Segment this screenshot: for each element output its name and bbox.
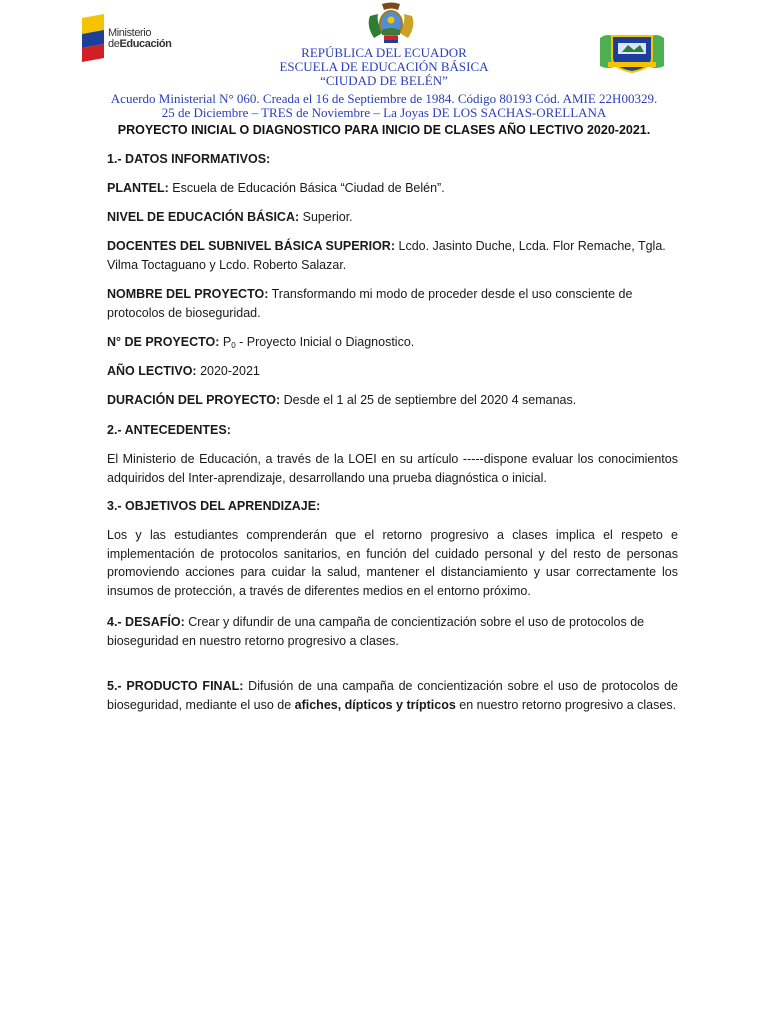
producto-value-b: en nuestro retorno progresivo a clases.	[455, 697, 677, 712]
field-numero-prefix: P	[219, 335, 232, 349]
ministry-logo-line2-prefix: de	[108, 38, 120, 50]
field-plantel-label: PLANTEL:	[107, 181, 169, 195]
producto-label: 5.- PRODUCTO FINAL:	[107, 679, 244, 693]
field-nivel-label: NIVEL DE EDUCACIÓN BÁSICA:	[107, 210, 300, 224]
producto-value-a: Difusión de una campaña de concientización sobre el uso de protocolos de bioseguridad, mediante el uso de	[107, 679, 679, 712]
section-heading-datos: 1.- DATOS INFORMATIVOS:	[107, 152, 271, 166]
field-duracion-value: Desde el 1 al 25 de septiembre del 2020 4 semanas.	[280, 393, 577, 407]
agreement-line: Acuerdo Ministerial N° 060. Creada el 16 de Septiembre de 1984. Código 80193 Cód. AMIE 22H00329.	[110, 91, 658, 106]
field-plantel-value: Escuela de Educación Básica “Ciudad de Belén”.	[168, 181, 445, 195]
field-nombre-proyecto	[107, 285, 678, 322]
institution-header	[0, 46, 768, 88]
field-nombre-value: Transformando mi modo de proceder desde el uso consciente de protocolos de bioseguridad.	[107, 287, 633, 320]
document-title: PROYECTO INICIAL O DIAGNOSTICO PARA INICIO DE CLASES AÑO LECTIVO 2020-2021.	[117, 123, 651, 137]
field-anio-value: 2020-2021	[196, 364, 260, 378]
ministry-logo-line1: Ministerio	[108, 27, 152, 39]
header-line-school: ESCUELA DE EDUCACIÓN BÁSICA	[279, 59, 489, 74]
field-docentes	[107, 237, 678, 274]
field-numero-suffix: - Proyecto Inicial o Diagnostico.	[235, 335, 415, 349]
field-nivel	[107, 208, 678, 227]
section-producto-final	[107, 677, 678, 714]
section-heading-antecedentes: 2.- ANTECEDENTES:	[107, 423, 231, 437]
field-nombre-label: NOMBRE DEL PROYECTO:	[107, 287, 269, 301]
field-docentes-value: Lcdo. Jasinto Duche, Lcda. Flor Remache, Tgla. Vilma Toctaguano y Lcdo. Roberto Salazar.	[107, 239, 666, 272]
field-docentes-label: DOCENTES DEL SUBNIVEL BÁSICA SUPERIOR:	[107, 239, 396, 253]
field-nivel-value: Superior.	[299, 210, 353, 224]
institution-details	[0, 92, 768, 120]
antecedentes-text: El Ministerio de Educación, a través de la LOEI en su artículo -----dispone evaluar los conocimientos adquiridos del Inter-aprendizaje, desarrollando una prueba diagnóstica o inicial.	[107, 452, 678, 485]
section-desafio	[107, 613, 678, 650]
desafio-label: 4.- DESAFÍO:	[107, 615, 185, 629]
producto-value-bold: afiches, dípticos y trípticos	[294, 697, 456, 712]
desafio-value: Crear y difundir de una campaña de concientización sobre el uso de protocolos de bioseguridad en nuestro retorno progresivo a clases.	[107, 615, 645, 648]
field-anio-lectivo	[107, 362, 678, 381]
field-numero-label: N° DE PROYECTO:	[107, 335, 220, 349]
ministry-logo-line2-bold: Educación	[119, 38, 172, 50]
objetivos-text: Los y las estudiantes comprenderán que el retorno progresivo a clases implica el respeto e implementación de protocolos sanitarios, en función del cuidado personal y del resto de personas promoviendo acciones para cuidar la salud, mantener el distanciamiento y usar correctamente los insumos de protección, a través de diferentes medios en el entorno próximo.	[107, 528, 678, 598]
address-line: 25 de Diciembre – TRES de Noviembre – La Joyas DE LOS SACHAS-ORELLANA	[161, 105, 607, 120]
field-plantel	[107, 179, 678, 198]
section-heading-objetivos: 3.- OBJETIVOS DEL APRENDIZAJE:	[107, 499, 321, 513]
field-duracion	[107, 391, 678, 410]
field-duracion-label: DURACIÓN DEL PROYECTO:	[107, 393, 281, 407]
field-anio-label: AÑO LECTIVO:	[107, 364, 197, 378]
header-line-republic: REPÚBLICA DEL ECUADOR	[301, 45, 467, 60]
field-numero-subscript: 0	[231, 341, 236, 350]
header-line-city: “CIUDAD DE BELÉN”	[320, 73, 448, 88]
ecuador-coat-of-arms-icon	[364, 2, 418, 46]
field-numero-proyecto	[107, 333, 678, 356]
